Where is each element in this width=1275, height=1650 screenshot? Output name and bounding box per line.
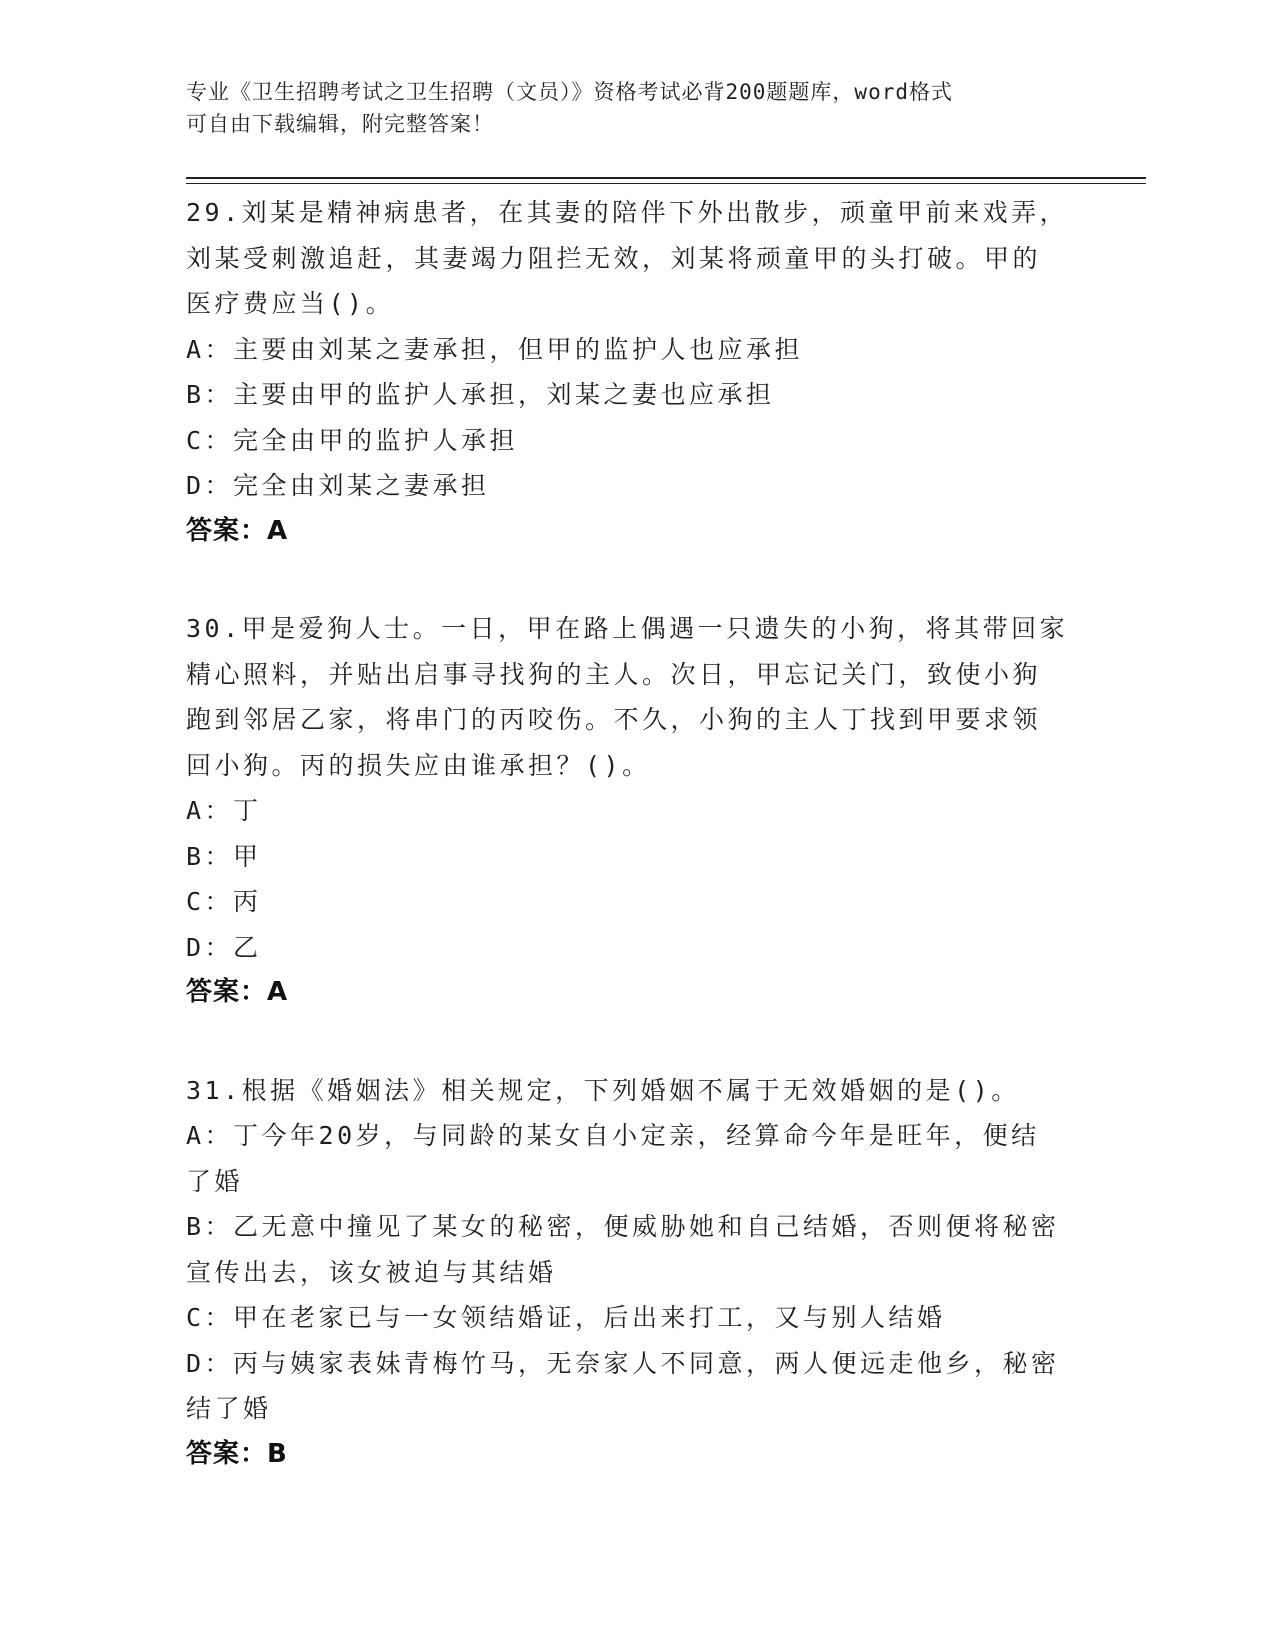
answer-label: 答案：A — [186, 515, 289, 546]
question-stem-line: 医疗费应当()。 — [186, 289, 395, 318]
option-d: D：完全由刘某之妻承担 — [186, 471, 490, 500]
question-stem-line: 31.根据《婚姻法》相关规定，下列婚姻不属于无效婚姻的是()。 — [186, 1075, 1020, 1105]
question-stem-line: 刘某受刺激追赶，其妻竭力阻拦无效，刘某将顽童甲的头打破。甲的 — [186, 243, 1042, 273]
question-stem-line: 回小狗。丙的损失应由谁承担？()。 — [186, 750, 651, 780]
question-31 — [186, 1068, 1076, 1478]
option-d: D：丙与姨家表妹青梅竹马，无奈家人不同意，两人便远走他乡，秘密 — [186, 1348, 1060, 1378]
option-b: B：乙无意中撞见了某女的秘密，便威胁她和自己结婚，否则便将秘密 — [186, 1212, 1060, 1241]
option-b: B：甲 — [186, 841, 262, 871]
question-list — [186, 190, 1076, 1529]
header-divider-thin — [186, 183, 1146, 184]
option-a: A：丁 — [186, 796, 262, 825]
question-30 — [186, 606, 1076, 1016]
question-stem-line: 30.甲是爱狗人士。一日，甲在路上偶遇一只遗失的小狗，将其带回家 — [186, 614, 1069, 643]
answer-label: 答案：B — [186, 1438, 288, 1469]
header-line-1: 专业《卫生招聘考试之卫生招聘（文员）》资格考试必背200题题库，word格式 — [186, 80, 953, 104]
question-29 — [186, 190, 1076, 554]
option-b-continued: 宣传出去，该女被迫与其结婚 — [186, 1257, 557, 1287]
header-line-2: 可自由下载编辑，附完整答案！ — [186, 112, 494, 136]
question-stem-line: 精心照料，并贴出启事寻找狗的主人。次日，甲忘记关门，致使小狗 — [186, 659, 1042, 689]
option-a: A：主要由刘某之妻承担，但甲的监护人也应承担 — [186, 334, 804, 364]
option-a: A：丁今年20岁，与同龄的某女自小定亲，经算命今年是旺年，便结 — [186, 1121, 1040, 1150]
answer-label: 答案：A — [186, 977, 289, 1007]
option-c: C：甲在老家已与一女领结婚证，后出来打工，又与别人结婚 — [186, 1303, 946, 1332]
option-a-continued: 了婚 — [186, 1166, 244, 1196]
option-d: D：乙 — [186, 932, 262, 962]
document-header — [186, 76, 1066, 140]
option-c: C：完全由甲的监护人承担 — [186, 425, 519, 455]
question-stem-line: 29.刘某是精神病患者，在其妻的陪伴下外出散步，顽童甲前来戏弄， — [186, 198, 1069, 227]
header-divider-thick — [186, 177, 1146, 179]
option-d-continued: 结了婚 — [186, 1394, 272, 1423]
option-b: B：主要由甲的监护人承担，刘某之妻也应承担 — [186, 380, 775, 409]
question-stem-line: 跑到邻居乙家，将串门的丙咬伤。不久，小狗的主人丁找到甲要求领 — [186, 705, 1042, 734]
option-c: C：丙 — [186, 887, 262, 916]
